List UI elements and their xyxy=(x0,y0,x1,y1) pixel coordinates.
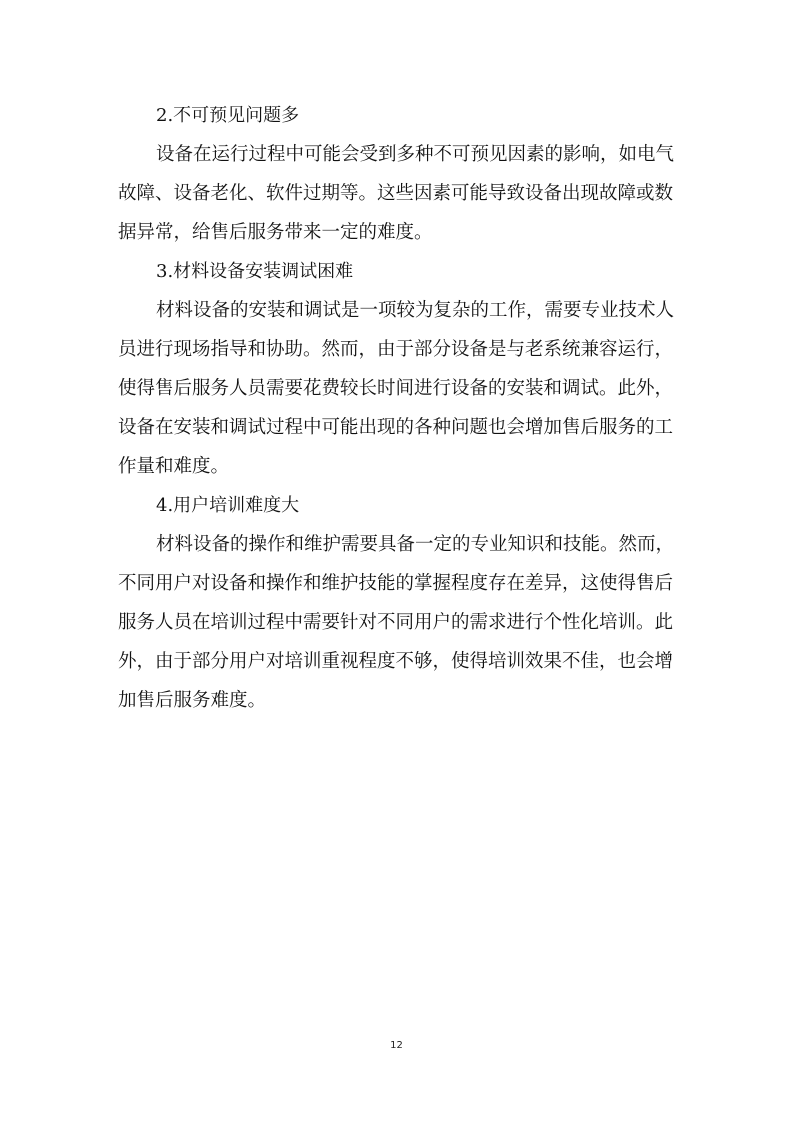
section-unforeseen-issues xyxy=(118,96,684,252)
paragraph-line: 作量和难度。 xyxy=(118,456,230,477)
paragraph-line: 服务人员在培训过程中需要针对不同用户的需求进行个性化培训。此 xyxy=(118,612,674,633)
section-user-training xyxy=(118,486,684,720)
paragraph-line: 材料设备的安装和调试是一项较为复杂的工作，需要专业技术人 xyxy=(156,300,675,321)
paragraph-line: 故障、设备老化、软件过期等。这些因素可能导致设备出现故障或数 xyxy=(118,183,674,204)
paragraph-line: 员进行现场指导和协助。然而，由于部分设备是与老系统兼容运行， xyxy=(118,339,674,360)
section-heading: 4.用户培训难度大 xyxy=(156,495,300,516)
paragraph-line: 加售后服务难度。 xyxy=(118,690,267,711)
section-heading: 3.材料设备安装调试困难 xyxy=(156,261,354,282)
paragraph-line: 不同用户对设备和操作和维护技能的掌握程度存在差异，这使得售后 xyxy=(118,573,674,594)
paragraph-line: 使得售后服务人员需要花费较长时间进行设备的安装和调试。此外， xyxy=(118,378,674,399)
paragraph-line: 材料设备的操作和维护需要具备一定的专业知识和技能。然而， xyxy=(156,534,675,555)
paragraph-line: 设备在安装和调试过程中可能出现的各种问题也会增加售后服务的工 xyxy=(118,417,674,438)
paragraph-line: 设备在运行过程中可能会受到多种不可预见因素的影响，如电气 xyxy=(156,144,675,165)
section-installation-difficulty xyxy=(118,252,684,486)
paragraph-line: 据异常，给售后服务带来一定的难度。 xyxy=(118,222,433,243)
section-heading: 2.不可预见问题多 xyxy=(156,105,300,126)
paragraph-line: 外，由于部分用户对培训重视程度不够，使得培训效果不佳，也会增 xyxy=(118,651,674,672)
page-content xyxy=(118,96,684,720)
page-number: 12 xyxy=(390,1040,403,1051)
